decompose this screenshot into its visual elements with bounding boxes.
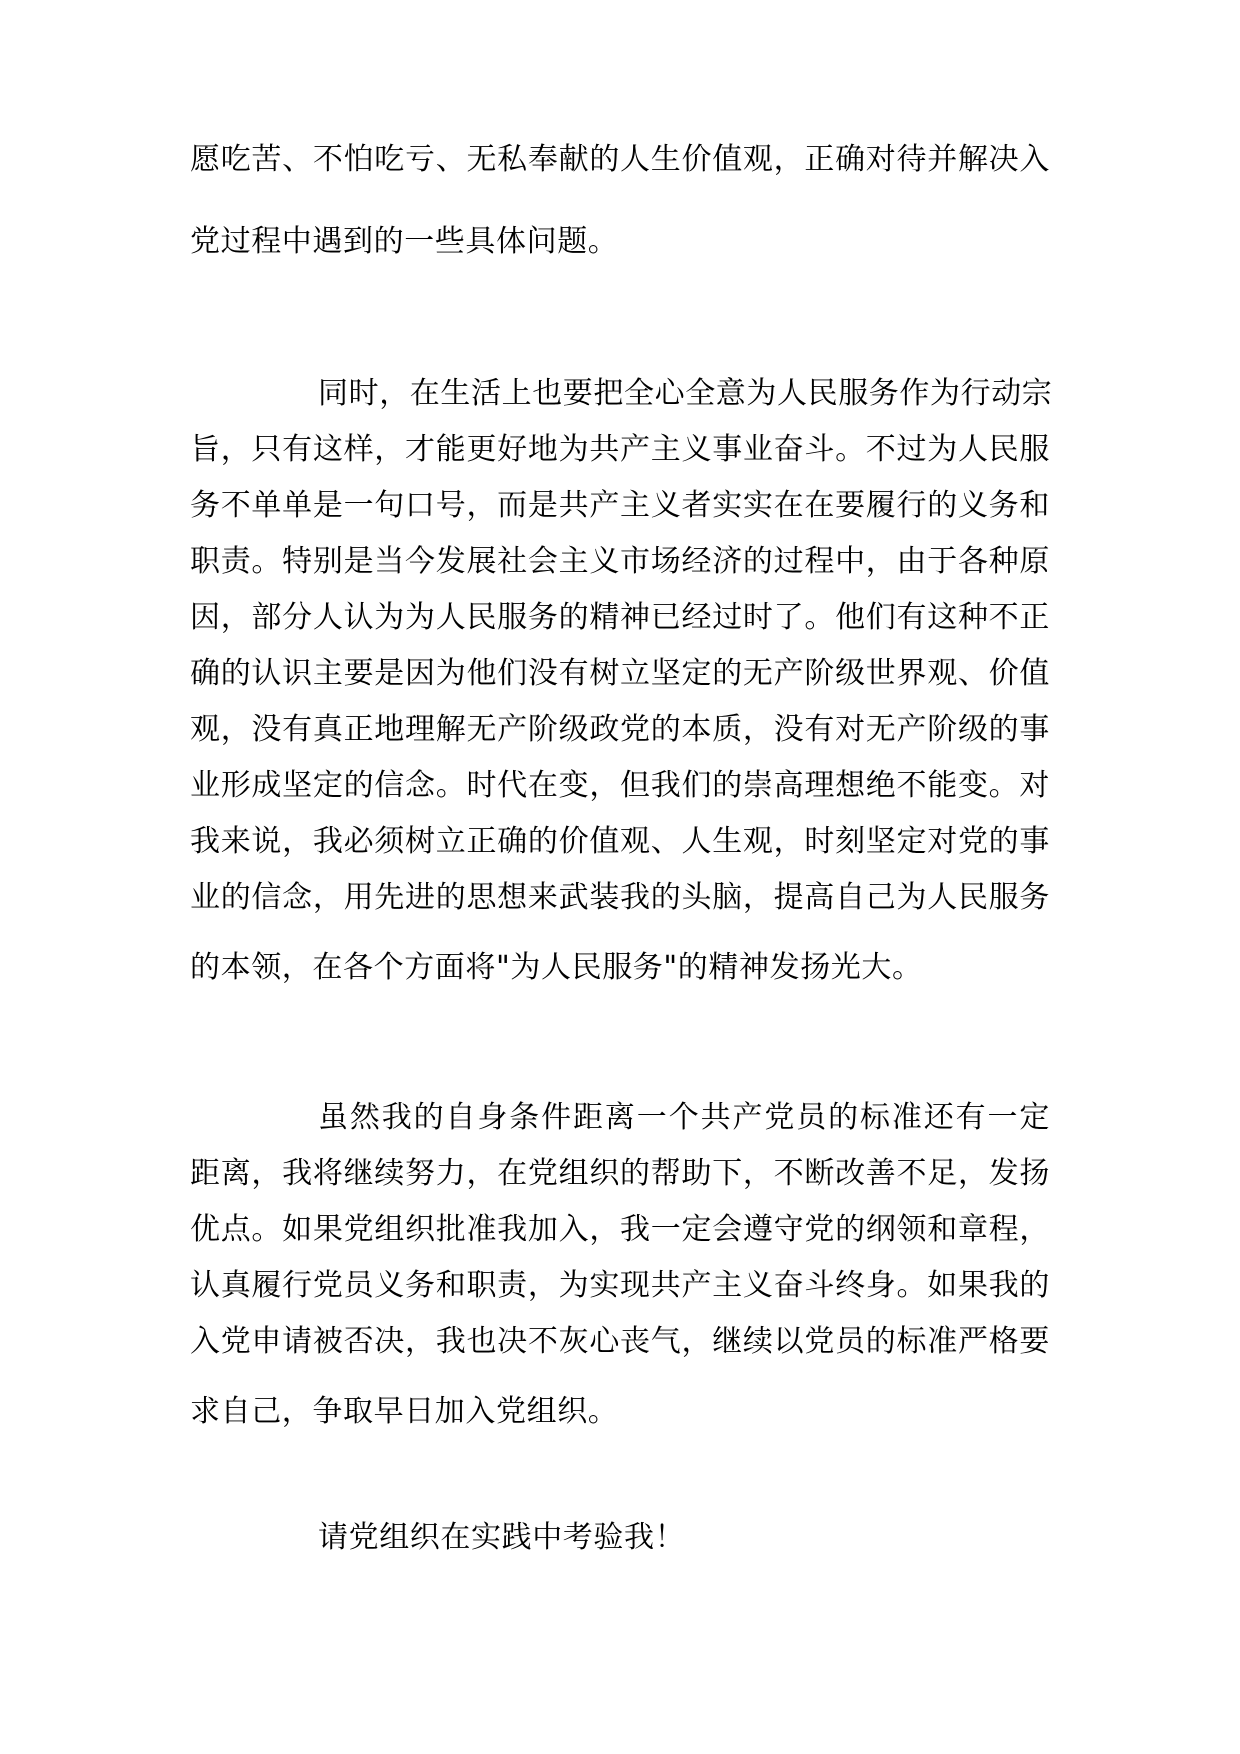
text-line: 愿吃苦、不怕吃亏、无私奉献的人生价值观，正确对待并解决入 [190,142,1050,177]
text-line: 业形成坚定的信念。时代在变，但我们的崇高理想绝不能变。对 [190,768,1050,803]
text-line: 职责。特别是当今发展社会主义市场经济的过程中，由于各种原 [190,544,1050,579]
text-line: 业的信念，用先进的思想来武装我的头脑，提高自己为人民服务 [190,880,1050,915]
text-line: 求自己，争取早日加入党组织。 [190,1394,619,1429]
text-line: 的本领，在各个方面将"为人民服务"的精神发扬光大。 [190,950,923,985]
text-line: 旨，只有这样，才能更好地为共产主义事业奋斗。不过为人民服 [190,432,1050,467]
text-line: 认真履行党员义务和职责，为实现共产主义奋斗终身。如果我的 [190,1268,1050,1303]
text-line: 距离，我将继续努力，在党组织的帮助下，不断改善不足，发扬 [190,1156,1050,1191]
closing-line: 请党组织在实践中考验我！ [318,1520,686,1555]
text-line: 因，部分人认为为人民服务的精神已经过时了。他们有这种不正 [190,600,1050,635]
text-line: 虽然我的自身条件距离一个共产党员的标准还有一定 [318,1100,1050,1135]
text-line: 确的认识主要是因为他们没有树立坚定的无产阶级世界观、价值 [190,656,1050,691]
text-line: 入党申请被否决，我也决不灰心丧气，继续以党员的标准严格要 [190,1324,1050,1359]
text-line: 我来说，我必须树立正确的价值观、人生观，时刻坚定对党的事 [190,824,1050,859]
text-line: 优点。如果党组织批准我加入，我一定会遵守党的纲领和章程， [190,1212,1050,1247]
text-line: 党过程中遇到的一些具体问题。 [190,224,619,259]
text-line: 务不单单是一句口号，而是共产主义者实实在在要履行的义务和 [190,488,1050,523]
text-line: 同时，在生活上也要把全心全意为人民服务作为行动宗 [318,376,1053,411]
text-line: 观，没有真正地理解无产阶级政党的本质，没有对无产阶级的事 [190,712,1050,747]
